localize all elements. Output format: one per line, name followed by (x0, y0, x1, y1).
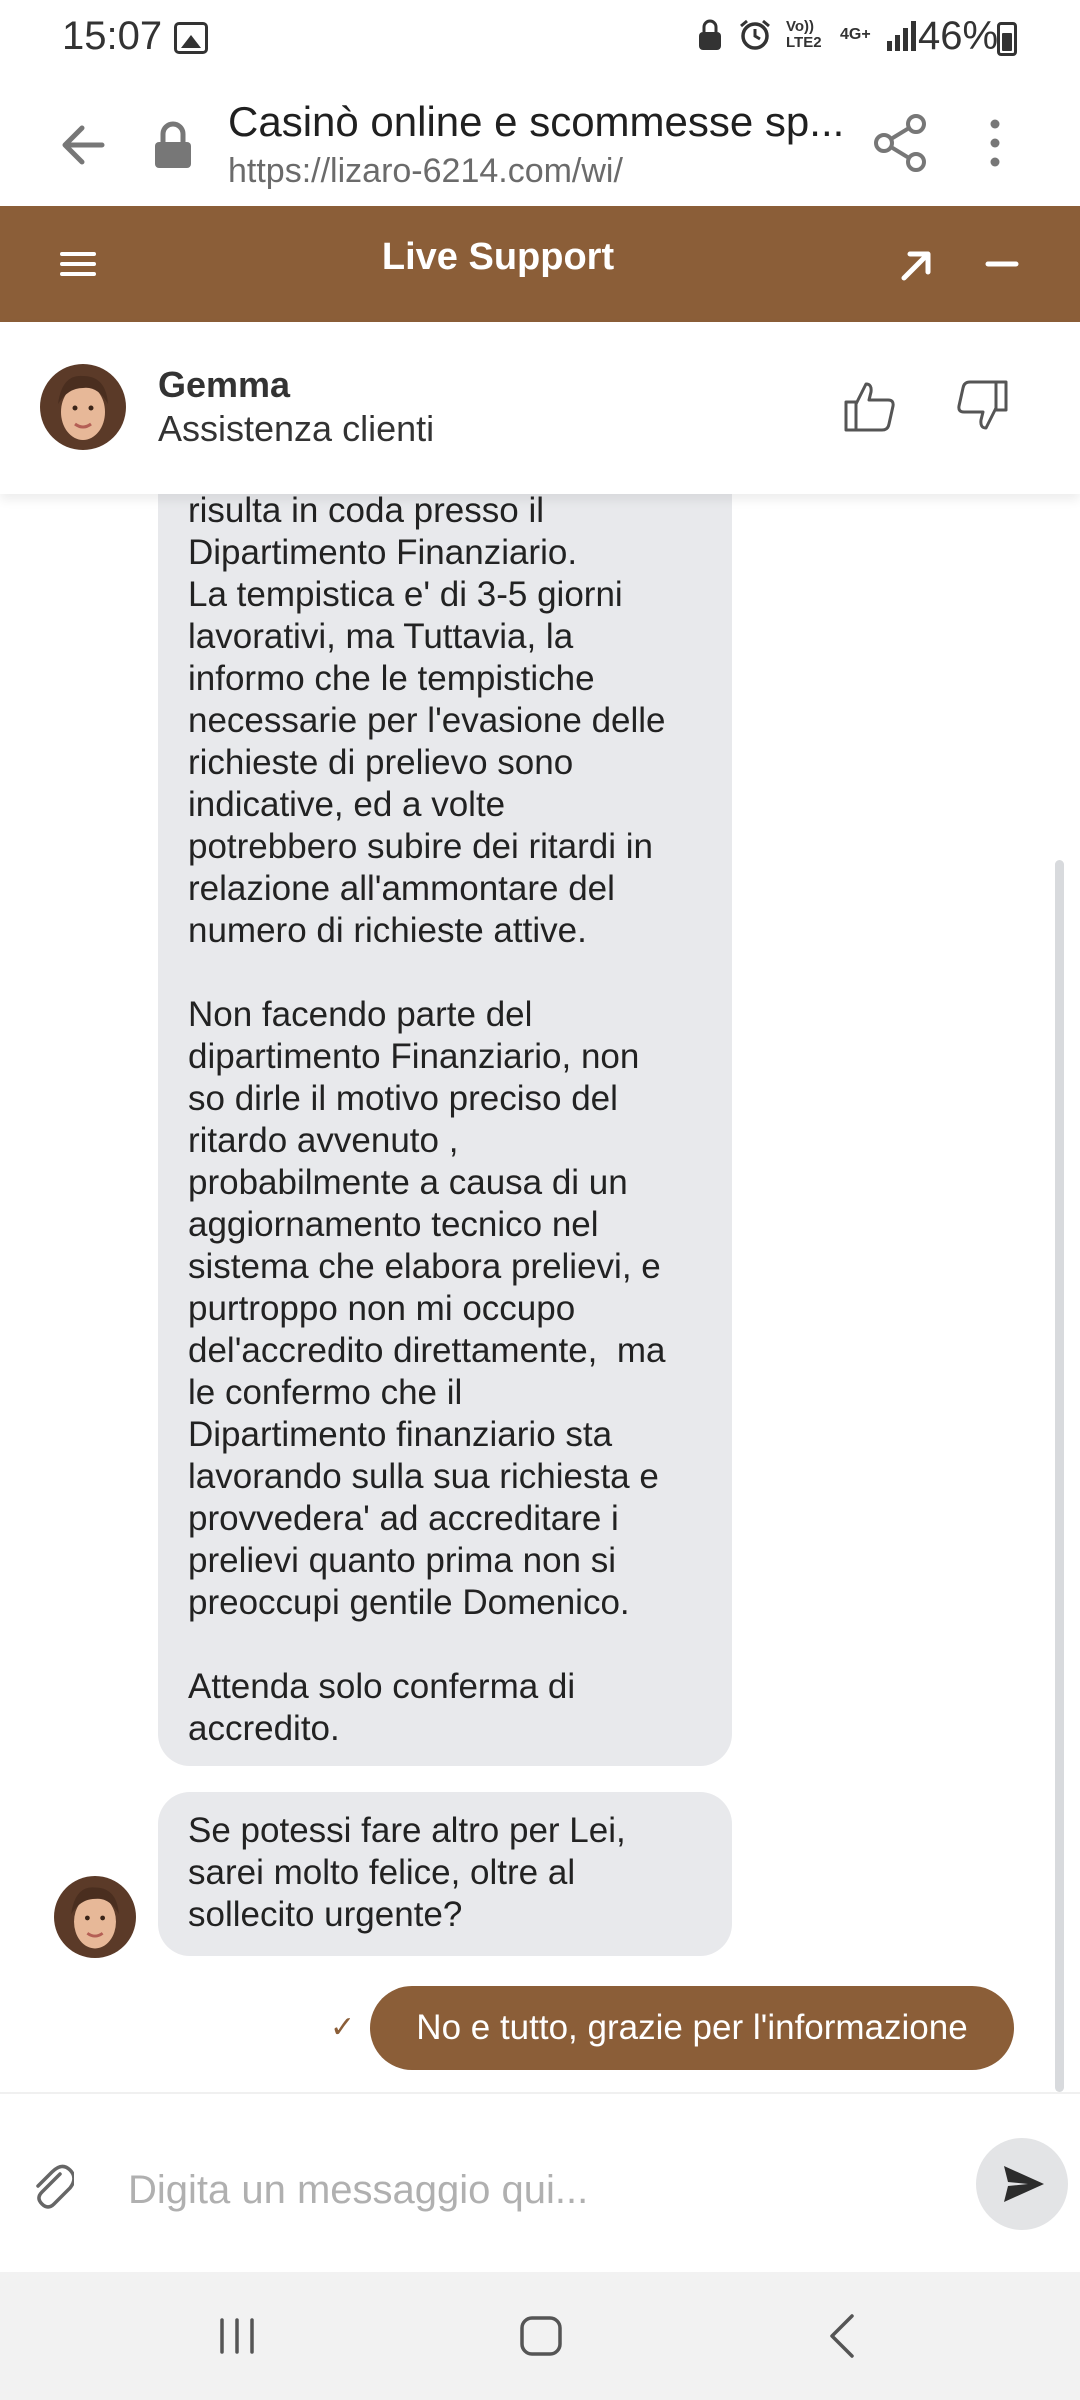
minus-icon (982, 244, 1022, 284)
lock-icon[interactable] (150, 120, 196, 170)
more-options-button[interactable] (970, 108, 1020, 178)
lock-rotation-icon (696, 18, 724, 52)
paperclip-icon (30, 2160, 74, 2212)
agent-name: Gemma (158, 364, 291, 405)
thumbs-up-icon (842, 378, 898, 434)
gallery-icon (174, 22, 208, 54)
more-vertical-icon (970, 108, 1020, 178)
agent-avatar (40, 364, 126, 450)
thumbs-up-button[interactable] (842, 378, 898, 434)
page-title[interactable]: Casinò online e scommesse sp... (228, 98, 845, 145)
recent-apps-button[interactable] (214, 2316, 260, 2356)
chat-scrollbar[interactable] (1055, 860, 1064, 2092)
signal-icon (885, 19, 919, 51)
read-check-icon: ✓ (330, 2011, 356, 2044)
share-icon (870, 110, 932, 176)
volte-icon: Vo)) LTE2 (786, 18, 822, 51)
recent-apps-icon (214, 2316, 260, 2356)
user-message: No e tutto, grazie per l'informazione (370, 1986, 1014, 2070)
thumbs-down-icon (954, 378, 1010, 434)
arrow-left-icon (52, 112, 118, 178)
agent-role: Assistenza clienti (158, 408, 435, 449)
expand-button[interactable] (896, 244, 938, 286)
4g-icon: 4G+ (840, 26, 871, 43)
message-input[interactable] (104, 2150, 954, 2230)
home-button[interactable] (518, 2314, 564, 2358)
page-url[interactable]: https://lizaro-6214.com/wi/ (228, 152, 623, 190)
chevron-left-icon (826, 2312, 858, 2360)
back-button[interactable] (52, 112, 118, 178)
battery-percentage: 46% (918, 14, 999, 58)
live-support-title: Live Support (381, 236, 615, 278)
thumbs-down-button[interactable] (954, 378, 1010, 434)
agent-avatar (54, 1876, 136, 1958)
chat-messages[interactable] (0, 494, 1080, 2092)
battery-icon (997, 22, 1017, 56)
arrow-up-right-icon (896, 244, 938, 286)
attach-button[interactable] (30, 2160, 74, 2212)
agent-message: Se potessi fare altro per Lei, sarei molto felice, oltre al sollecito urgente? (158, 1792, 732, 1956)
nav-back-button[interactable] (826, 2312, 858, 2360)
minimize-button[interactable] (982, 244, 1022, 284)
send-icon (976, 2138, 1068, 2230)
status-time: 15:07 (62, 14, 163, 58)
status-icons (696, 18, 919, 52)
agent-message: risulta in coda presso il Dipartimento Finanziario. La tempistica e' di 3-5 giorni lavorativi, ma Tuttavia, la informo che le tempistiche necessarie per l'evasione delle richieste di prelievo sono indicative, ed a volte potrebbero subire dei ritardi in relazione all'ammontare del numero di richieste attive. Non facendo parte del dipartimento Finanziario, non so dirle il motivo preciso del ritardo avvenuto , probabilmente a causa di un aggiornamento tecnico nel sistema che elabora prelievi, e purtroppo non mi occupo del'accredito direttamente, ma le confermo che il Dipartimento finanziario sta lavorando sulla sua richiesta e provvedera' ad accreditare i prelievi quanto prima non si preoccupi gentile Domenico. Attenda solo conferma di accredito. (158, 494, 732, 1766)
share-button[interactable] (870, 110, 932, 176)
alarm-icon (738, 18, 772, 52)
home-icon (518, 2314, 564, 2358)
send-button[interactable] (976, 2138, 1068, 2230)
